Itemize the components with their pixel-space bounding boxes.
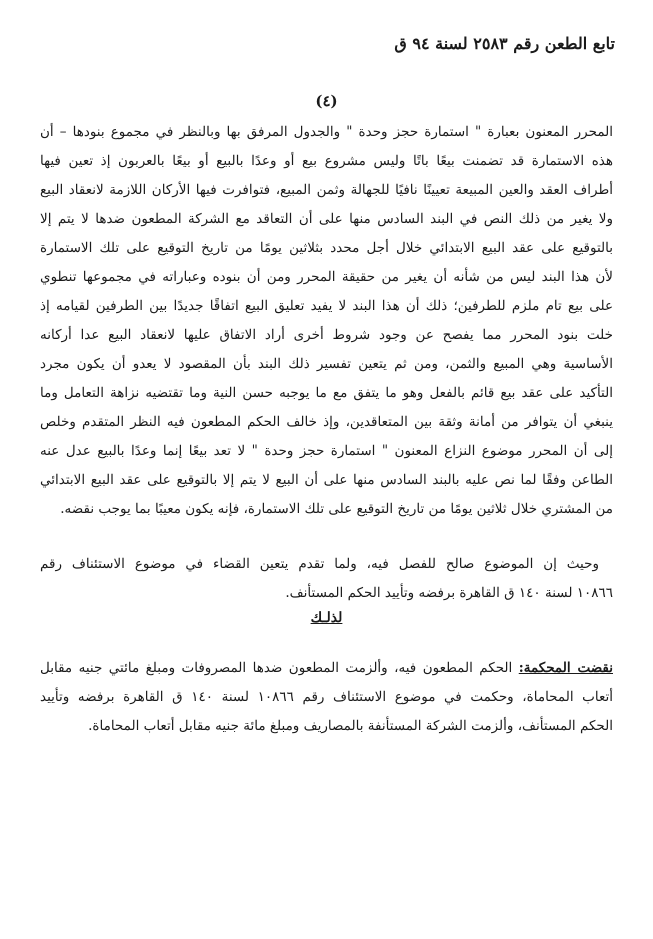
text-line: على بيع تام ملزم للطرفين؛ ذلك أن هذا البند لا يفيد تعليق البيع اتفاقًا جديدًا بين الطرفين لقيامه إذ <box>40 298 613 314</box>
text-line: ولا يغير من ذلك النص في البند السادس منها على أن التعاقد مع الشركة المطعون ضدها لا يتم إلا <box>40 211 613 227</box>
text-line: وحيث إن الموضوع صالح للفصل فيه، ولما تقدم يتعين القضاء في موضوع الاستئناف رقم <box>40 556 599 572</box>
verdict-label: نقضت المحكمة: <box>518 660 613 676</box>
text-line: أتعاب المحاماة، وحكمت في موضوع الاستئناف رقم ١٠٨٦٦ لسنة ١٤٠ ق القاهرة برفضه وتأييد <box>40 689 614 705</box>
text-line: المحرر المعنون بعبارة " استمارة حجز وحدة " والجدول المرفق بها وبالنظر في مجموع بنودها – أن <box>40 124 613 140</box>
text-line: الأساسية وهي المبيع والثمن، ومن ثم يتعين تفسير ذلك البند بأن المقصود لا يعدو أن يكون مجرد <box>40 356 613 372</box>
text-line: الحكم المستأنف، وألزمت الشركة المستأنفة بالمصاريف ومبلغ مائة جنيه مقابل أتعاب المحاماة. <box>88 718 613 734</box>
text-line: أطراف العقد والعين المبيعة تعيينًا نافيًا للجهالة وثمن المبيع، فتوافرت فيها الأركان اللازمة لانعقاد البيع <box>40 182 613 198</box>
text-line: التأكيد على عقد بيع قائم بالفعل وهو ما يتفق مع ما يوجبه حسن النية وما تقتضيه نزاهة التعامل وما <box>40 385 613 401</box>
paragraph-reasoning <box>40 118 613 524</box>
text-line: بالتوقيع على عقد البيع الابتدائي خلال أجل محدد بثلاثين يومًا من تاريخ التوقيع على تلك الاستمارة <box>40 240 613 256</box>
verdict-text: الحكم المطعون فيه، وألزمت المطعون ضدها المصروفات ومبلغ مائتي جنيه مقابل <box>40 660 513 676</box>
text-line: إلى أن المحرر موضوع النزاع المعنون " استمارة حجز وحدة " لا تعد بيعًا إنما وعدًا بالبيع عدل عنه <box>40 443 613 459</box>
text-line: ١٠٨٦٦ لسنة ١٤٠ ق القاهرة برفضه وتأييد الحكم المستأنف. <box>285 585 613 601</box>
text-line: ينبغي أن يتوافر من أمانة وثقة بين المتعاقدين، وإذ خالف الحكم المطعون فيه النظر المتقدم وخلص <box>40 414 613 430</box>
text-line: هذه الاستمارة قد تضمنت بيعًا باتًا وليس مشروع بيع أو وعدًا بالبيع أو بيعًا بالعربون إذ تعين فيها <box>40 153 613 169</box>
paragraph-subject <box>40 550 613 608</box>
text-line: لأن هذا البند ليس من شأنه أن يغير من حقيقة المحرر ومن أن بنوده وعباراته في مجموعها تنطوي <box>40 269 613 285</box>
text-line: الطاعن وفقًا لما نص عليه بالبند السادس منها على أن البيع لا يتم إلا بالتوقيع على عقد البيع الابتدائي <box>40 472 613 488</box>
text-line: من المشتري خلال ثلاثين يومًا من تاريخ التوقيع على تلك الاستمارة، فإنه يكون معيبًا بما يوجب نقضه. <box>60 501 613 517</box>
text-line: خلت بنود المحرر مما يفصح عن وجود شروط أخرى أراد الاتفاق عليها لانعقاد البيع عدا أركانه <box>40 327 613 343</box>
page-header: تابع الطعن رقم ٢٥٨٣ لسنة ٩٤ ق <box>394 34 615 53</box>
verdict-paragraph <box>40 654 613 741</box>
section-heading: لذلـك <box>310 610 343 626</box>
page-number: (٤) <box>315 92 338 110</box>
text-line <box>40 654 613 683</box>
